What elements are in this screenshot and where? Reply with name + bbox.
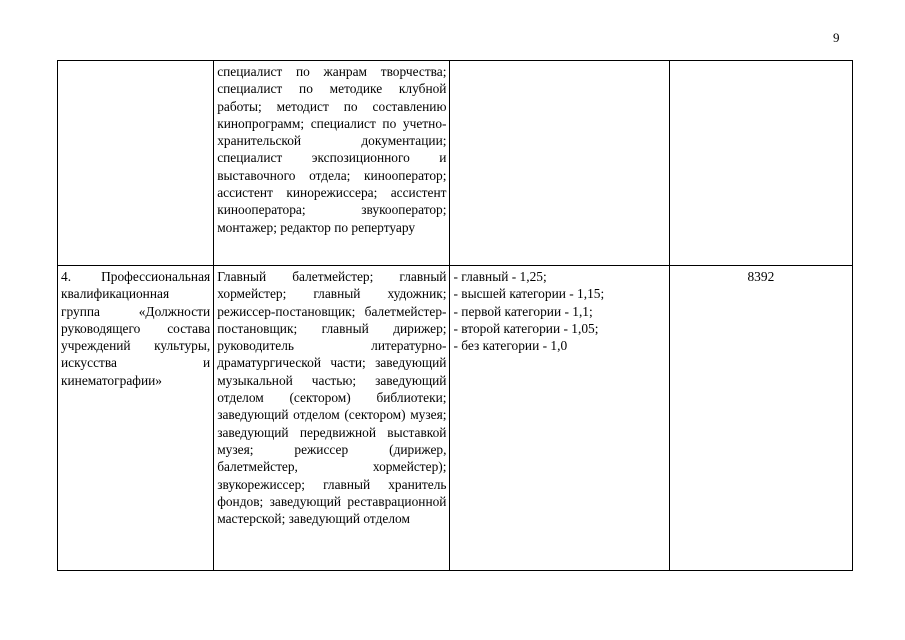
group-cell: 4. Профессиональная квалификационная группа «Должности руководящего состава учреждений культуры, искусства и кинематографии» xyxy=(58,266,214,571)
group-cell xyxy=(58,61,214,266)
salary-cell: 8392 xyxy=(669,266,852,571)
page-number: 9 xyxy=(833,30,840,45)
coefficient-line: - высшей категории - 1,15; xyxy=(453,286,605,302)
table-row xyxy=(58,266,853,571)
salary-table xyxy=(57,60,853,571)
positions-cell: Главный балетмейстер; главный хормейстер; главный художник; режиссер-постановщик; балетмейстер-постановщик; главный дирижер; руководитель литературно-драматургической части; заведующий музыкальной частью; заведующий отделом (сектором) библиотеки; заведующий отделом (сектором) музея; заведующий передвижной выставкой музея; режиссер (дирижер, балетмейстер, хормейстер); звукорежиссер; главный хранитель фондов; заведующий реставрационной мастерской; заведующий отделом xyxy=(214,266,450,571)
positions-cell: специалист по жанрам творчества; специалист по методике клубной работы; методист по составлению кинопрограмм; специалист по учетно-хранительской документации; специалист экспозиционного и выставочного отдела; кинооператор; ассистент кинорежиссера; ассистент кинооператора; звукооператор; монтажер; редактор по репертуару xyxy=(214,61,450,266)
coefficient-line: - без категории - 1,0 xyxy=(453,338,568,354)
coefficient-line: - главный - 1,25; xyxy=(453,269,547,284)
salary-cell xyxy=(669,61,852,266)
coefficients-cell xyxy=(450,61,669,266)
coefficient-line: - второй категории - 1,05; xyxy=(453,320,599,336)
coefficients-cell xyxy=(450,266,669,571)
coefficient-line: - первой категории - 1,1; xyxy=(453,303,593,319)
table-row xyxy=(58,61,853,266)
